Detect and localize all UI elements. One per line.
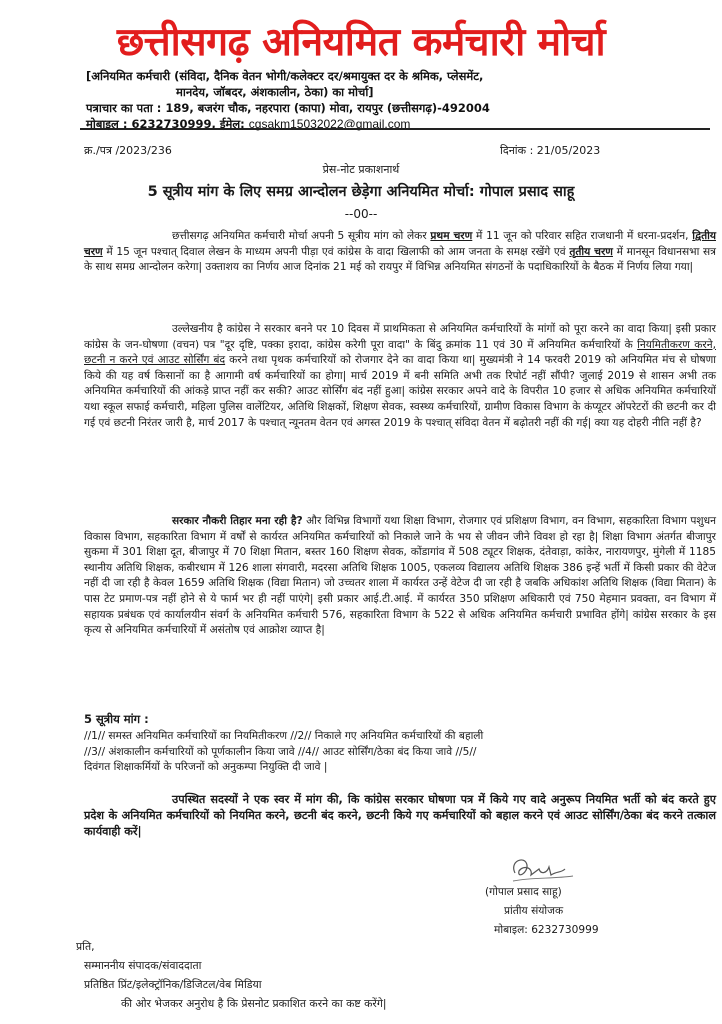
press-note-label: प्रेस-नोट प्रकाशनार्थ: [322, 163, 400, 176]
demands-line: दिवंगत शिक्षाकर्मियों के परिजनों को अनुकम्पा नियुक्ति दी जावे |: [84, 761, 328, 774]
demands-line: //3// अंशकालीन कर्मचारियों को पूर्णकालीन किया जावे //4// आउट सोर्सिंग/ठेका बंद किया जावे //5//: [84, 745, 477, 758]
phase-1-label: प्रथम चरण: [430, 230, 473, 242]
recipient-line: सम्माननीय संपादक/संवाददाता: [84, 959, 202, 972]
letterhead-divider: [80, 128, 710, 130]
demands-list: [84, 729, 716, 776]
demands-heading: 5 सूत्रीय मांग :: [84, 712, 149, 726]
recipient-heading: प्रति,: [76, 940, 95, 953]
promise-underlined: नियमितीकरण करने, छटनी न करने एवं आउट सोर्सिंग बंद: [84, 338, 716, 367]
letterhead-details: [86, 68, 706, 132]
paragraph-2: उल्लेखनीय है कांग्रेस ने सरकार बनने पर 10 दिवस में प्राथमिकता से अनियमित कर्मचारियों के मांगों को पूरा करने का वादा किया| इसी प्रकार कांग्रेस के जन-घोषणा (वचन) पत्र "दूर दृष्टि, पक्का इरादा, कांग्रेस करेगी पूरा वादा" के बिंदु क्रमांक 11 एवं 30 में अनियमित कर्मचारियों के नियमितीकरण करने, छटनी न करने एवं आउट सोर्सिंग बंद करने तथा पृथक कर्मचारियों को रोजगार देने का वादा किया था| मुख्यमंत्री ने 14 फरवरी 2019 को अनियमित मंच से घोषणा किये की यह वर्ष किसानों का है आगामी वर्ष कर्मचारियों का होगा| मार्च 2019 में बनी समिति अभी तक रिपोर्ट नहीं सौंपी? जुलाई 2019 से शासन अभी तक अनियमित कर्मचारियों की आंकड़े प्राप्त नहीं कर सकी? आउट सोर्सिंग बंद नहीं हुआ| कांग्रेस सरकार अपने वादे के विपरीत 10 हजार से अधिक अनियमित कर्मचारियों यथा स्कूल सफाई कर्मचारी, महिला पुलिस वालेंटियर, अतिथि शिक्षकों, शिक्षण सेवक, स्वस्थ्य कर्मचारियों, ग्रामीण विकास विभाग के कंप्यूटर ऑपरेटरों की छटनी कर दी गई एवं छटनी निरंतर जारी है, मार्च 2017 के पश्चात् न्यूनतम वेतन एवं अगस्त 2019 के पश्चात् संविदा वेतन में बढ़ोतरी नहीं की गई| क्या यह दोहरी नीति नहीं है?: [84, 323, 716, 429]
headline: 5 सूत्रीय मांग के लिए समग्र आन्दोलन छेड़ेगा अनियमित मोर्चा: गोपाल प्रसाद साहू: [147, 184, 575, 200]
postal-address: पत्राचार का पता : 189, बजरंग चौक, नहरपारा (कापा) मोवा, रायपुर (छत्तीसगढ़)-492004: [86, 101, 490, 115]
reference-number: क्र./पत्र /2023/236: [84, 144, 172, 157]
organization-scope-line1: [अनियमित कर्मचारी (संविदा, दैनिक वेतन भोगी/कलेक्टर दर/श्रमायुक्त दर के श्रमिक, प्लेसमेंट,: [86, 69, 484, 83]
separator: --00--: [344, 207, 378, 221]
organization-title: छत्तीसगढ़ अनियमित कर्मचारी मोर्चा: [116, 20, 606, 65]
paragraph-3-lead: सरकार नौकरी तिहार मना रही है?: [172, 515, 303, 527]
mobile-label: मोबाइल : 6232730999, ईमेल:: [86, 117, 245, 131]
email-address: cgsakm15032022@gmail.com: [248, 117, 411, 131]
paragraph-3: सरकार नौकरी तिहार मना रही है? और विभिन्न विभागों यथा शिक्षा विभाग, रोजगार एवं प्रशिक्षण विभाग, वन विभाग, सहकारिता विभाग पशुधन विकास विभाग, सहकारिता विभाग में वर्षों से कार्यरत अनियमित कर्मचारियों को निकाले जाने के भय से जीवन जीने विवश हो रहा है| शिक्षा विभाग अंतर्गत बीजापुर सुकमा में 301 शिक्षा दूत, बीजापुर में 70 शिक्षा मितान, बस्तर 160 शिक्षण सेवक, कोंडागांव में 508 ट्यूटर शिक्षक, दंतेवाड़ा, कांकेर, नारायणपुर, मुंगेली में 1185 स्थानीय अतिथि शिक्षक, कबीरधाम में 126 शाला संगवारी, मदरसा अतिथि शिक्षक 1005, एकलव्य विद्यालय अतिथि शिक्षक 386 इन्हें भर्ती में किसी प्रकार की वेटेज नहीं दी जा रही है केवल 1659 अतिथि शिक्षक (विद्या मितान) जो उच्चतर शाला में कार्यरत उन्हें वेटेज दी जा रही है जबकि अधिकांश अतिथि शिक्षक (विद्या मितान) के पास टेट प्रमाण-पत्र नहीं होने से ये फार्म भर ही नहीं पाएंगे| इसी प्रकार आई.टी.आई. में कार्यरत 350 प्रशिक्षण अधिकारी एवं 750 मेहमान प्रवक्ता, वन विभाग में सहायक प्रबंधक एवं कार्यालयीन संवर्ग के अनियमित कर्मचारी 576, सहकारिता विभाग के 522 से अधिक अनियमित कर्मचारी प्रभावित होंगे| कांग्रेस सरकार के इस कृत्य से अनियमित कर्मचारियों में असंतोष एवं आक्रोश व्याप्त है|: [84, 515, 716, 637]
phase-3-label: तृतीय चरण: [569, 245, 613, 258]
demands-line: //1// समस्त अनियमित कर्मचारियों का नियमितीकरण //2// निकाले गए अनियमित कर्मचारियों की बहाली: [84, 730, 484, 742]
phase-2-label: द्वितीय चरण: [84, 230, 716, 258]
closing-resolution: उपस्थित सदस्यों ने एक स्वर में मांग की, कि कांग्रेस सरकार घोषणा पत्र में किये गए वादे अनुरूप नियमित भर्ती को बंद करते हुए प्रदेश के अनियमित कर्मचारियों को नियमित करने, छटनी बंद करने, छटनी किये गए कर्मचारियों को बहाल करने एवं आउट सोर्सिंग/ठेका बंद करने तत्काल कार्यवाही करें|: [84, 793, 716, 838]
recipient-request: की ओर भेजकर अनुरोध है कि प्रेसनोट प्रकाशित करने का कष्ट करेंगे|: [121, 997, 387, 1010]
signatory-role: प्रांतीय संयोजक: [504, 905, 564, 917]
paragraph-1: छत्तीसगढ़ अनियमित कर्मचारी मोर्चा अपनी 5 सूत्रीय मांग को लेकर प्रथम चरण में 11 जून को परिवार सहित राजधानी में धरना-प्रदर्शन, द्वितीय चरण में 15 जून पश्चात् दिवाल लेखन के माध्यम अपनी पीड़ा एवं कांग्रेस के वादा खिलाफी को आम जनता के समक्ष रखेंगे एवं तृतीय चरण में मानसून विधानसभा सत्र के साथ समग्र आन्दोलन करेगा| उक्ताशय का निर्णय आज दिनांक 21 मई को रायपुर में विभिन्न अनियमित संगठनों के पदाधिकारियों के बैठक में निर्णय लिया गया|: [84, 230, 717, 274]
recipient-line: प्रतिष्ठित प्रिंट/इलेक्ट्रॉनिक/डिजिटल/वेब मिडिया: [84, 978, 262, 991]
letter-date: दिनांक : 21/05/2023: [500, 144, 601, 157]
signatory-mobile: मोबाइल: 6232730999: [494, 924, 599, 936]
signatory-name: (गोपाल प्रसाद साहू): [485, 886, 562, 898]
organization-scope-line2: मानदेय, जॉबदर, अंशकालीन, ठेका) का मोर्चा]: [176, 85, 374, 99]
